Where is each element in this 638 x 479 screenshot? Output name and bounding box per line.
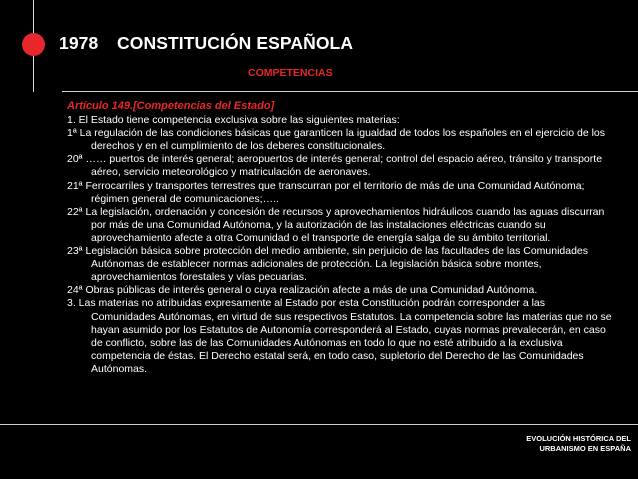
article-paragraph: 1ª La regulación de las condiciones básicas que garanticen la igualdad de todos los españoles en el ejercicio de los derechos y en el cumplimiento de los deberes constitucionales. xyxy=(67,127,605,153)
title-text: CONSTITUCIÓN ESPAÑOLA xyxy=(117,33,354,53)
article-paragraph: 20ª …… puertos de interés general; aeropuertos de interés general; control del espacio aéreo, tránsito y transporte aéreo, servicio meteorológico y matriculación de aeronaves. xyxy=(67,153,603,179)
article-paragraph: 21ª Ferrocarriles y transportes terrestres que transcurran por el territorio de más de una Comunidad Autónoma; régimen general de comunicaciones;….. xyxy=(67,179,585,205)
article-body xyxy=(67,100,612,376)
article-paragraph: 3. Las materias no atribuidas expresamente al Estado por esta Constitución podrán corresponder a las Comunidades Autónomas, en virtud de sus respectivos Estatutos. La competencia sobre las materias que no se hayan asumido por los Estatutos de Autonomía corresponderá al Estado, cuyas normas prevalecerán, en caso de conflicto, sobre las de las Comunidades Autónomas en todo lo que no esté atribuido a la exclusiva competencia de éstas. El Derecho estatal será, en todo caso, supletorio del Derecho de las Comunidades Autónomas. xyxy=(67,297,612,375)
subtitle-text: COMPETENCIAS xyxy=(248,67,333,79)
title-year: 1978 xyxy=(59,33,99,53)
article-paragraph: 1. El Estado tiene competencia exclusiva sobre las siguientes materias: xyxy=(67,114,400,127)
article-paragraph: 23ª Legislación básica sobre protección del medio ambiente, sin perjuicio de las facultades de las Comunidades Autónomas de establecer normas adicionales de protección. La legislación básica sobre montes, aprovechamientos forestales y vías pecuarias. xyxy=(67,245,589,284)
footer-line-2: URBANISMO EN ESPAÑA xyxy=(539,444,631,453)
article-heading: Artículo 149.[Competencias del Estado] xyxy=(67,100,275,112)
article-paragraph: 24ª Obras públicas de interés general o cuya realización afecte a más de una Comunidad Autónoma. xyxy=(67,284,538,297)
footer-divider xyxy=(0,424,638,425)
footer-line-1: EVOLUCIÓN HISTÓRICA DEL xyxy=(526,434,631,443)
article-paragraph: 22ª La legislación, ordenación y concesión de recursos y aprovechamientos hidráulicos cuando las aguas discurran por más de una Comunidad Autónoma, y la autorización de las instalaciones eléctricas cuando su aprovechamiento afecte a otra Comunidad o el transporte de energía salga de su ámbito territorial. xyxy=(67,205,605,244)
page-title xyxy=(59,33,353,54)
footer-caption xyxy=(526,434,631,454)
red-bullet-circle xyxy=(22,33,45,56)
header-divider xyxy=(62,91,638,92)
